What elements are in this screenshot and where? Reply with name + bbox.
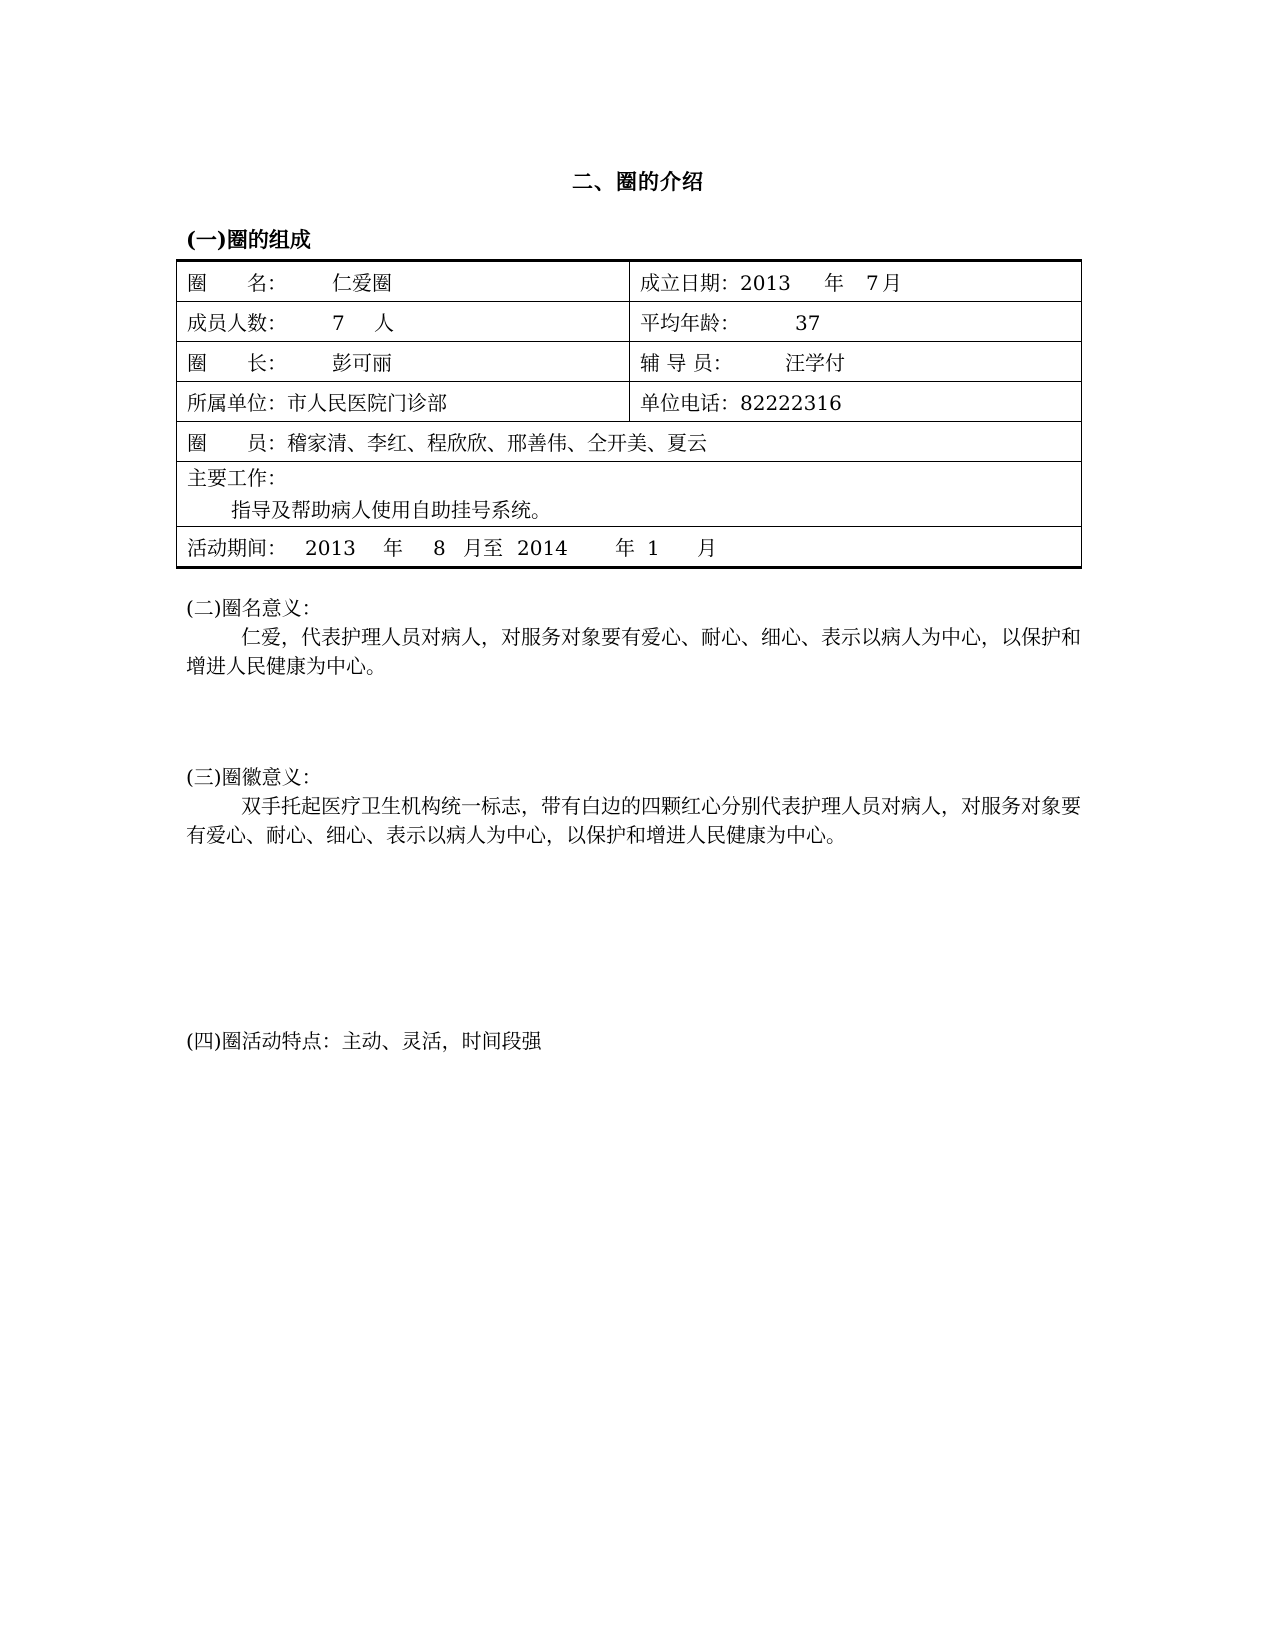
activity-features-text: (四)圈活动特点：主动、灵活，时间段强 [186, 1029, 542, 1053]
page-title: 二、圈的介绍 [572, 169, 704, 194]
founded-date-cell [630, 261, 1082, 302]
circle-name-value: 仁爱圈 [332, 271, 392, 295]
table-row [177, 302, 1082, 342]
unit-cell [177, 382, 630, 422]
leader-value: 彭可丽 [332, 351, 392, 375]
period-start-year: 2013 [305, 536, 356, 560]
members-cell [177, 422, 1082, 462]
avg-age-cell [630, 302, 1082, 342]
period-end-year-char: 年 [615, 536, 635, 560]
founded-month-char: 月 [882, 271, 902, 295]
table-row [177, 527, 1082, 568]
table-row [177, 342, 1082, 382]
phone-value: 82222316 [740, 391, 842, 415]
avg-age-label: 平均年龄： [640, 311, 740, 335]
founded-year-char: 年 [824, 271, 844, 295]
table-row [177, 422, 1082, 462]
section-heading-name-meaning: (二)圈名意义： [186, 596, 322, 620]
members-label: 圈 员： [187, 431, 287, 455]
members-count-unit: 人 [374, 311, 394, 335]
section-emblem-meaning [186, 763, 1091, 850]
table-row [177, 261, 1082, 302]
main-work-label: 主要工作： [187, 466, 287, 490]
leader-cell [177, 342, 630, 382]
section-activity-features [186, 1027, 1091, 1056]
name-meaning-text: 仁爱，代表护理人员对病人，对服务对象要有爱心、耐心、细心、表示以病人为中心，以保护和增进人民健康为中心。 [186, 625, 1081, 678]
table-row [177, 462, 1082, 527]
period-to: 月至 [463, 536, 503, 560]
period-cell [177, 527, 1082, 568]
members-count-value: 7 [332, 311, 345, 335]
circle-info-table [176, 259, 1082, 569]
founded-date-label: 成立日期： [640, 271, 740, 295]
section-heading-composition: (一)圈的组成 [186, 227, 311, 252]
advisor-cell [630, 342, 1082, 382]
period-label: 活动期间： [187, 536, 287, 560]
circle-name-cell [177, 261, 630, 302]
avg-age-value: 37 [795, 311, 821, 335]
period-end-year: 2014 [517, 536, 568, 560]
period-start-year-char: 年 [383, 536, 403, 560]
period-start-month: 8 [433, 536, 446, 560]
circle-name-label: 圈 名： [187, 271, 287, 295]
phone-label: 单位电话： [640, 391, 740, 415]
members-count-cell [177, 302, 630, 342]
members-value: 稽家清、李红、程欣欣、邢善伟、仝开美、夏云 [287, 431, 707, 455]
table-row [177, 382, 1082, 422]
emblem-meaning-text: 双手托起医疗卫生机构统一标志，带有白边的四颗红心分别代表护理人员对病人，对服务对象要有爱心、耐心、细心、表示以病人为中心，以保护和增进人民健康为中心。 [186, 794, 1081, 847]
unit-value: 市人民医院门诊部 [287, 391, 447, 415]
advisor-value: 汪学付 [785, 351, 845, 375]
unit-label: 所属单位： [187, 391, 287, 415]
leader-label: 圈 长： [187, 351, 287, 375]
section-heading-emblem-meaning: (三)圈徽意义： [186, 765, 322, 789]
main-work-cell [177, 462, 1082, 527]
period-end-month: 1 [647, 536, 660, 560]
advisor-label: 辅 导 员： [640, 351, 733, 375]
main-work-value: 指导及帮助病人使用自助挂号系统。 [231, 498, 551, 522]
section-circle-name-meaning [186, 594, 1091, 681]
members-count-label: 成员人数： [187, 311, 287, 335]
founded-year: 2013 [740, 271, 791, 295]
founded-month: 7 [866, 271, 879, 295]
phone-cell [630, 382, 1082, 422]
period-end-month-char: 月 [697, 536, 717, 560]
